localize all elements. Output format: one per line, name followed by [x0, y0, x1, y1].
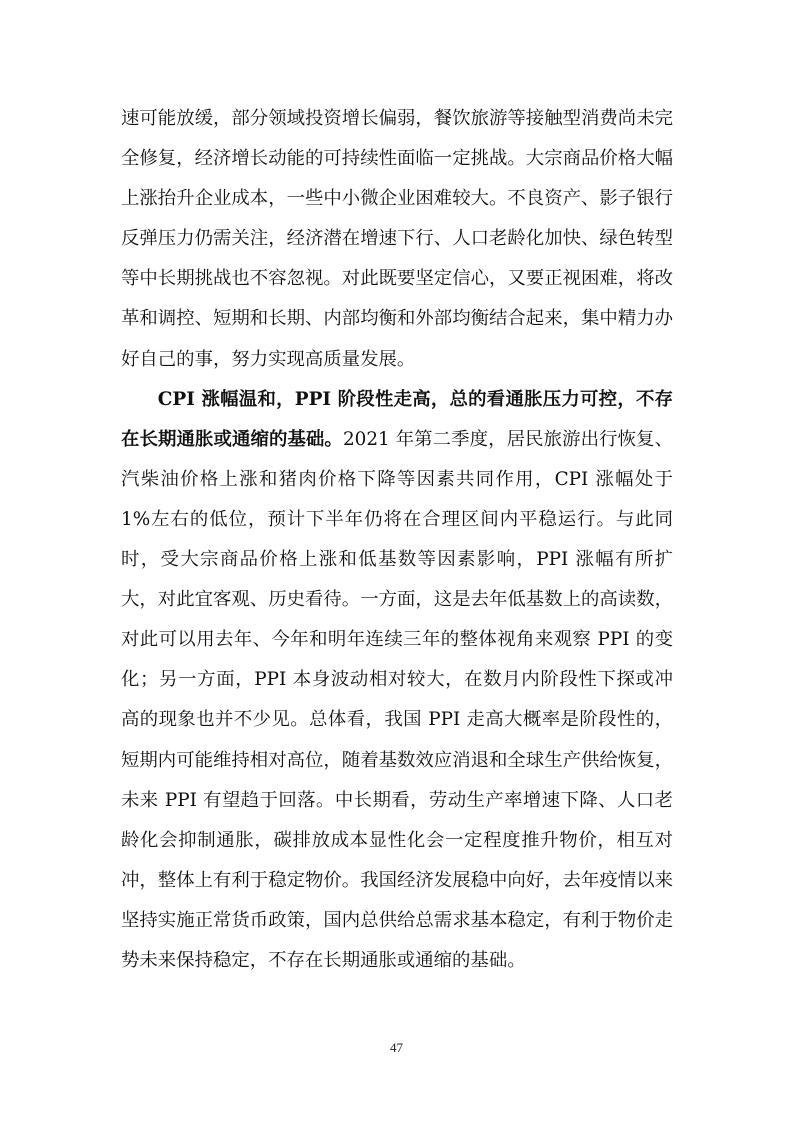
page-number: 47 — [390, 1040, 403, 1055]
document-body — [121, 99, 673, 981]
paragraph-inflation — [121, 380, 673, 981]
paragraph-economic-challenges: 速可能放缓，部分领域投资增长偏弱，餐饮旅游等接触型消费尚未完全修复，经济增长动能的可持续性面临一定挑战。大宗商品价格大幅上涨抬升企业成本，一些中小微企业困难较大。不良资产、影子银行反弹压力仍需关注，经济潜在增速下行、人口老龄化加快、绿色转型等中长期挑战也不容忽视。对此既要坚定信心，又要正视困难，将改革和调控、短期和长期、内部均衡和外部均衡结合起来，集中精力办好自己的事，努力实现高质量发展。 — [121, 108, 673, 370]
paragraph-inflation-body: 2021 年第二季度，居民旅游出行恢复、汽柴油价格上涨和猪肉价格下降等因素共同作用，CPI 涨幅处于 1%左右的低位，预计下半年仍将在合理区间内平稳运行。与此同时，受大宗商品价格上涨和低基数等因素影响，PPI 涨幅有所扩大，对此宜客观、历史看待。一方面，这是去年低基数上的高读数，对此可以用去年、今年和明年连续三年的整体视角来观察 PPI 的变化；另一方面，PPI 本身波动相对较大，在数月内阶段性下探或冲高的现象也并不少见。总体看，我国 PPI 走高大概率是阶段性的，短期内可能维持相对高位，随着基数效应消退和全球生产供给恢复，未来 PPI 有望趋于回落。中长期看，劳动生产率增速下降、人口老龄化会抑制通胀，碳排放成本显性化会一定程度推升物价，相互对冲，整体上有利于稳定物价。我国经济发展稳中向好，去年疫情以来坚持实施正常货币政策，国内总供给总需求基本稳定，有利于物价走势未来保持稳定，不存在长期通胀或通缩的基础。 — [121, 428, 673, 971]
paragraph-bold-lead: CPI 涨幅温和，PPI 阶段性走高，总的看通胀压力可控，不存在长期通胀或通缩的基础。 — [121, 388, 673, 450]
